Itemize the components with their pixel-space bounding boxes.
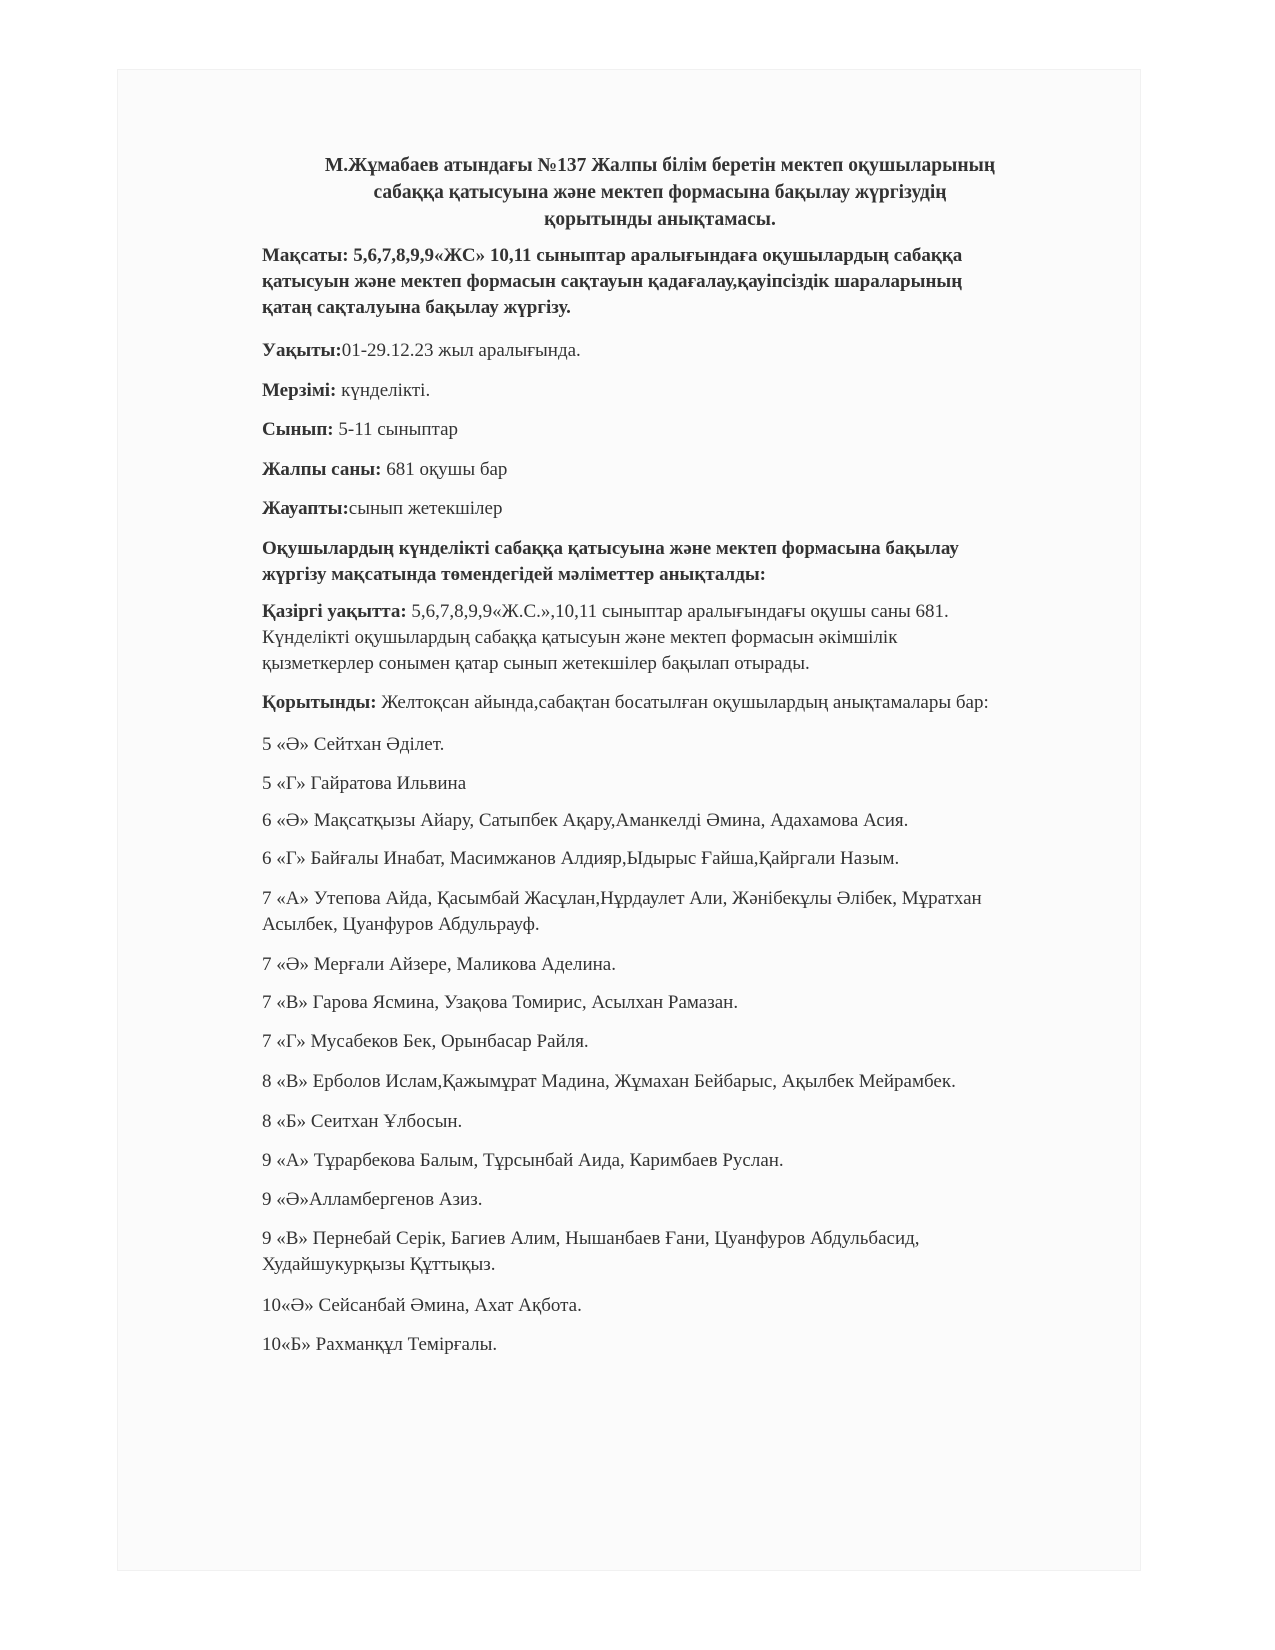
current-paragraph [262, 599, 1062, 677]
total-value: 681 оқушы бар [381, 459, 508, 480]
class-line: 6 «Г» Байғалы Инабат, Масимжанов Алдияр,Ыдырыс Ғайша,Қайргали Назым. [262, 848, 900, 869]
current-line: Күнделікті оқушылардың сабаққа қатысуын және мектеп формасын әкімшілік [262, 627, 898, 648]
grade-value: 5-11 сыныптар [333, 419, 459, 440]
class-entry [262, 808, 1062, 834]
title-line: сабаққа қатысуына және мектеп формасына бақылау жүргізудің [373, 182, 947, 203]
class-entry [262, 771, 1062, 797]
class-line: 5 «Г» Гайратова Ильвина [262, 773, 467, 794]
class-line: 7 «А» Утепова Айда, Қасымбай Жасұлан,Нұрдаулет Али, Жәнібекұлы Әлібек, Мұратхан [262, 888, 982, 909]
class-line: 10«Ә» Сейсанбай Әмина, Ахат Ақбота. [262, 1295, 582, 1316]
grade-label: Сынып: [262, 419, 334, 440]
purpose-line: қатаң сақталуына бақылау жүргізу. [262, 297, 571, 318]
title-line: М.Жұмабаев атындағы №137 Жалпы білім беретін мектеп оқушыларының [324, 155, 996, 176]
class-entry [262, 886, 1062, 938]
class-line: 10«Б» Рахманқұл Темірғалы. [262, 1334, 498, 1355]
class-entry [262, 732, 1062, 758]
class-line: 7 «Ә» Мерғали Айзере, Маликова Аделина. [262, 954, 616, 975]
class-entry [262, 1148, 1062, 1174]
time-paragraph [262, 338, 1062, 364]
term-label: Мерзімі: [262, 380, 337, 401]
time-value: 01-29.12.23 жыл аралығында. [341, 340, 581, 361]
class-entry [262, 846, 1062, 872]
class-line: 6 «Ә» Мақсатқызы Айару, Сатыпбек Ақару,Аманкелді Әмина, Адахамова Асия. [262, 810, 909, 831]
class-entry [262, 1226, 1062, 1278]
class-entry [262, 952, 1062, 978]
term-paragraph [262, 378, 1062, 404]
class-entry [262, 1109, 1062, 1135]
term-value: күнделікті. [336, 380, 431, 401]
class-entry [262, 1187, 1062, 1213]
current-line: қызметкерлер сонымен қатар сынып жетекшілер бақылап отырады. [262, 653, 810, 674]
total-label: Жалпы саны: [262, 459, 382, 480]
current-line: 5,6,7,8,9,9«Ж.С.»,10,11 сыныптар аралығындағы оқушы саны 681. [406, 601, 949, 622]
class-line: 9 «Ә»Алламбергенов Азиз. [262, 1189, 483, 1210]
conclusion-value: Желтоқсан айында,сабақтан босатылған оқушылардың анықтамалары бар: [376, 692, 989, 713]
class-line: 8 «В» Ерболов Ислам,Қажымұрат Мадина, Жұмахан Бейбарыс, Ақылбек Мейрамбек. [262, 1071, 956, 1092]
current-label: Қазіргі уақытта: [262, 601, 407, 622]
document-title [260, 152, 1060, 233]
purpose-line: Мақсаты: 5,6,7,8,9,9«ЖС» 10,11 сыныптар аралығындаға оқушылардың сабаққа [262, 245, 963, 266]
class-line: Асылбек, Цуанфуров Абдульрауф. [262, 914, 540, 935]
grade-paragraph [262, 417, 1062, 443]
class-entry [262, 1293, 1062, 1319]
class-line: 8 «Б» Сеитхан Ұлбосын. [262, 1111, 463, 1132]
class-entry [262, 1069, 1062, 1095]
conclusion-paragraph [262, 690, 1062, 716]
class-entry [262, 1332, 1062, 1358]
total-paragraph [262, 457, 1062, 483]
class-line: Худайшукурқызы Құттықыз. [262, 1254, 496, 1275]
title-line: қорытынды анықтамасы. [544, 209, 776, 230]
responsible-paragraph [262, 496, 1062, 522]
class-line: 9 «В» Пернебай Серік, Багиев Алим, Нышанбаев Ғани, Цуанфуров Абдульбасид, [262, 1228, 920, 1249]
class-entry [262, 990, 1062, 1016]
purpose-paragraph [262, 243, 1062, 321]
responsible-label: Жауапты: [262, 498, 349, 519]
purpose-line: қатысуын және мектеп формасын сақтауын қадағалау,қауіпсіздік шараларының [262, 271, 963, 292]
findings-line: Оқушылардың күнделікті сабаққа қатысуына және мектеп формасына бақылау [262, 538, 959, 559]
class-line: 7 «Г» Мусабеков Бек, Орынбасар Райля. [262, 1031, 589, 1052]
time-label: Уақыты: [262, 340, 342, 361]
findings-heading [262, 536, 1062, 588]
class-line: 5 «Ә» Сейтхан Әділет. [262, 734, 445, 755]
class-line: 9 «А» Тұрарбекова Балым, Тұрсынбай Аида, Каримбаев Руслан. [262, 1150, 784, 1171]
conclusion-label: Қорытынды: [262, 692, 377, 713]
responsible-value: сынып жетекшілер [348, 498, 503, 519]
class-entry [262, 1029, 1062, 1055]
findings-line: жүргізу мақсатында төмендегідей мәліметтер анықталды: [262, 564, 766, 585]
class-line: 7 «В» Гарова Ясмина, Узақова Томирис, Асылхан Рамазан. [262, 992, 739, 1013]
